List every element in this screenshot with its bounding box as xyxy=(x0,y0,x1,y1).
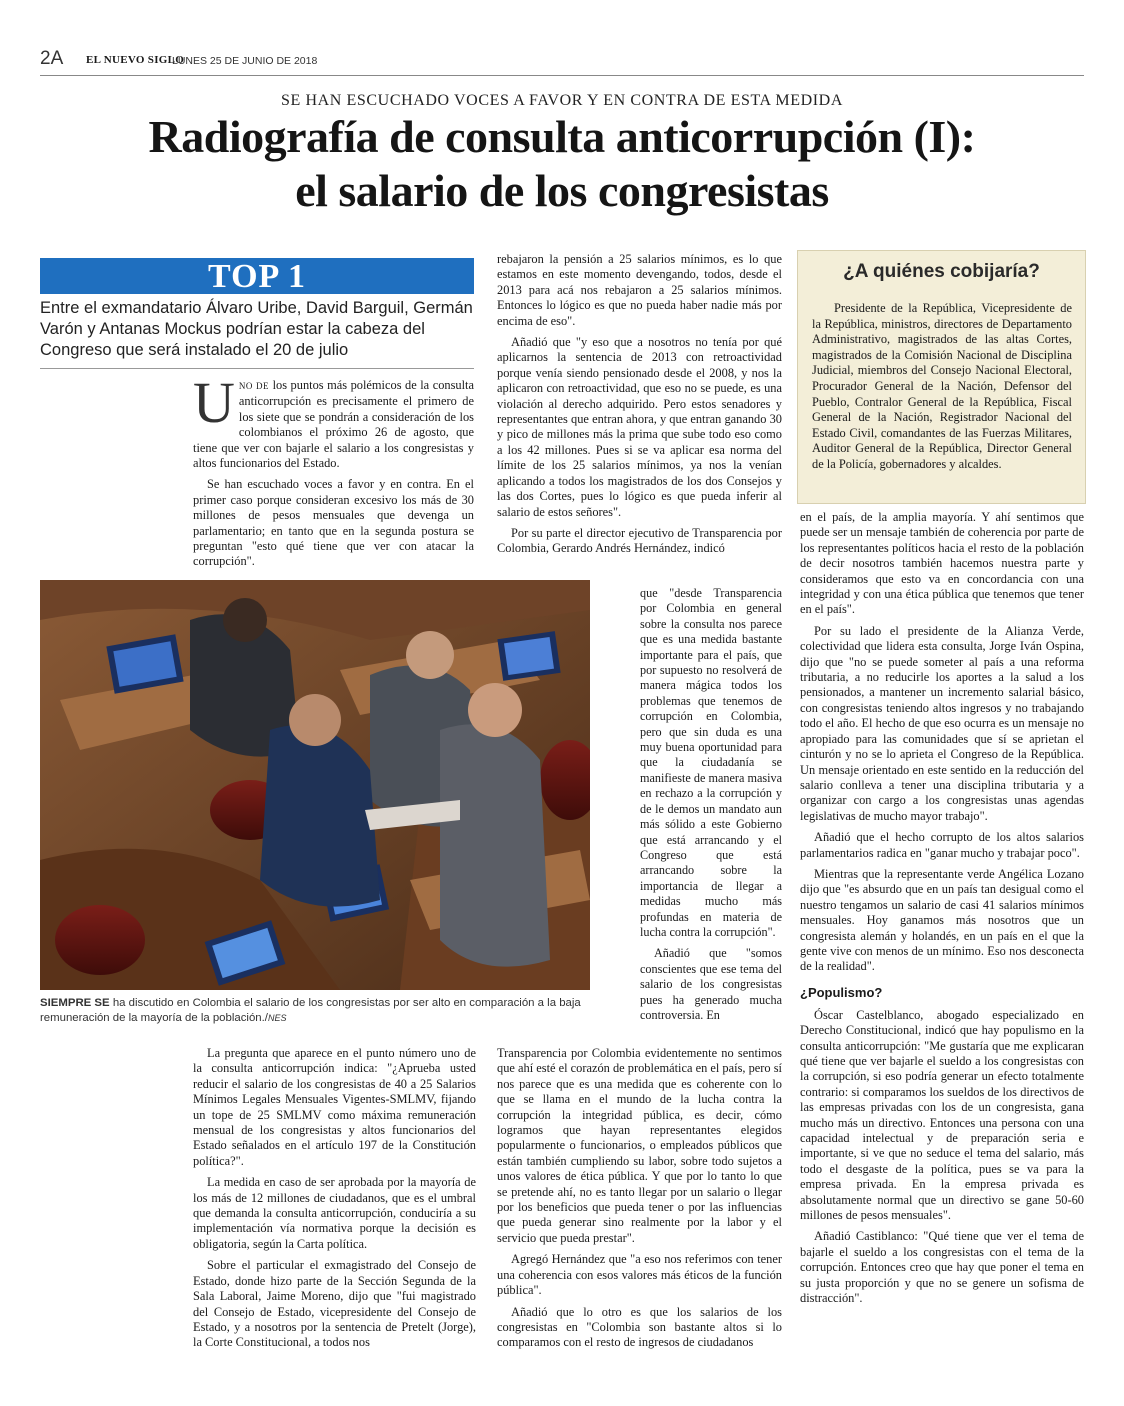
caption-text: ha discutido en Colombia el salario de los congresistas por ser alto en comparación a la baja remuneración de la mayoría de la población./ xyxy=(40,997,581,1024)
paragraph: Añadió que lo otro es que los salarios de los congresistas en "Colombia son bastante altos si lo comparamos con el resto de ingresos de ciudadanos xyxy=(497,1304,782,1350)
paragraph: Transparencia por Colombia evidentemente no sentimos que ahí esté el corazón de problemática en el país, pero sí nos parece que es una medida que es coherente con lo que se llama en el mundo de la lucha contra la corrupción la integridad pública, es decir, cómo logramos que hayan representantes elegidos popularmente o funcionarios, o empleados públicos que están también cumpliendo su labor, sobre todo sujetos a unos valores de ética pública. Y que por lo tanto lo que se pretende ahí, no es tanto llegar por un salario o llegar por los beneficios que pueda tener o por las influencias que pueda generar sino realmente por la labor y el servicio que pueda prestar". xyxy=(497,1046,782,1245)
top-box-rule xyxy=(40,368,474,369)
headline-line-1: Radiografía de consulta anticorrupción (I): xyxy=(148,111,976,162)
headline-line-2: el salario de los congresistas xyxy=(295,165,829,216)
paragraph: rebajaron la pensión a 25 salarios mínimos, es lo que estamos en este momento devengando, todos, desde el 2013 para acá nos rebajaron a 25 salarios mínimos. Entonces lo lógico es que no pueda haber nadie más por encima de eso". xyxy=(497,252,782,328)
top-box-banner xyxy=(40,258,474,294)
paragraph: Óscar Castelblanco, abogado especializado en Derecho Constitucional, indicó que hay populismo en la consulta anticorrupción: "Me gustaría que me explicaran qué tiene que ver bajarle el sueldo a los congresistas con la corrupción, si eso podría generar un efecto totalmente contrario: si comparamos los sueldos de los directivos de las empresas privadas con los de un congresista, gana mucho más un directivo. Entonces una persona con una capacidad intelectual y de preparación seria e importante, si ve que no seduce el tema del salario, más todo el desgaste de la política, pues se va para la empresa privada. En la empresa privada es absolutamente normal que un directivo se gane 50-60 millones de pesos mensuales". xyxy=(800,1007,1084,1223)
column-1-top xyxy=(193,378,474,573)
lead-text: los puntos más polémicos de la consulta anticorrupción es precisamente el primero de los siete que se pondrán a consideración de los colombianos el próximo 26 de agosto, que tiene que ver con bajarle el salario a los congresistas y altos funcionarios del Estado. xyxy=(193,378,474,471)
paragraph: que "desde Transparencia por Colombia en general sobre la consulta nos parece que es una medida bastante importante para el país, que por supuesto no resolverá de manera mágica todos los problemas que tenemos de corrupción en Colombia, pero que sin duda es una muy buena oportunidad para que la ciudadanía se manifieste de manera masiva en rechazo a la corrupción y de le demos un mandato aun más sólido a este Gobierno que está arrancando y el Congreso que está arrancando sobre la importancia de llegar a medidas mucho más profundas en materia de lucha contra la corrupción". xyxy=(640,586,782,939)
congress-chamber-photo xyxy=(40,580,590,990)
article-headline xyxy=(30,110,1094,218)
sidebar-text: Presidente de la República, Vicepresidente de la República, ministros, directores de Departamento Administrativo, magistrados de las altas Cortes, magistrados de la Comisión Nacional de Disciplina Judicial, miembros del Consejo Nacional Electoral, Procurador General de la Nación, Defensor del Pueblo, Contralor General de la República, Fiscal General de la Nación, Registrador Nacional del Estado Civil, comandantes de las Fuerzas Militares, Auditor General de la República, Director General de la Policía, gobernadores y alcaldes. xyxy=(812,301,1072,471)
publication-date: LUNES 25 DE JUNIO DE 2018 xyxy=(172,55,318,67)
newspaper-name: EL NUEVO SIGLO xyxy=(86,54,185,66)
page-number: 2A xyxy=(40,48,64,69)
column-2-top xyxy=(497,252,782,585)
sidebar-box xyxy=(797,250,1086,504)
paragraph: Por su parte el director ejecutivo de Transparencia por Colombia, Gerardo Andrés Hernández, indicó xyxy=(497,525,782,556)
sidebar-title: ¿A quiénes cobijaría? xyxy=(843,261,1040,282)
header-rule xyxy=(40,75,1084,76)
dropcap: U xyxy=(193,378,235,435)
paragraph: La medida en caso de ser aprobada por la mayoría de los más de 12 millones de ciudadanos, que es el umbral que demanda la consulta anticorrupción, conduciría a su implementación vía normativa porque la decisión es obligatoria, según la Carta política. xyxy=(193,1175,476,1251)
lead-paragraph xyxy=(193,378,474,471)
column-3 xyxy=(800,510,1084,1390)
column-2-narrow xyxy=(640,586,782,1048)
column-2-bottom xyxy=(497,1046,782,1391)
paragraph: Añadió que el hecho corrupto de los altos salarios parlamentarios radica en "ganar mucho y trabajar poco". xyxy=(800,830,1084,860)
article-kicker: SE HAN ESCUCHADO VOCES A FAVOR Y EN CONTRA DE ESTA MEDIDA xyxy=(280,92,843,109)
paragraph: Por su lado el presidente de la Alianza Verde, colectividad que lidera esta consulta, Jorge Iván Ospina, dijo que "no se puede someter al país a una reforma tributaria, a no reducirle los aportes a la salud a los pensionados, a mantener un incremento salarial básico, con congresistas teniendo altos ingresos y no trabajando todo el año. El hecho de que eso ocurra es un mensaje no apropiado para las comunidades que sí se aprietan el cinturón y no se lo aprieta el Congreso de la República. Un mensaje orientado en este sentido en la reducción del salario conlleva a tener una disciplina tributaria y a organizar con cargo a los congresistas unas agendas legislativas de mucho mayor trabajo". xyxy=(800,623,1084,823)
column-1-bottom xyxy=(193,1046,476,1391)
paragraph: Añadió que "somos conscientes que ese tema del salario de los congresistas pues ha generado mucha controversia. En xyxy=(640,946,782,1022)
photo-caption xyxy=(40,996,590,1025)
article-photo xyxy=(40,580,590,990)
lead-smallcaps: NO DE xyxy=(238,381,270,391)
top-box-text: Entre el exmandatario Álvaro Uribe, David Barguil, Germán Varón y Antanas Mockus podrían estar la cabeza del Congreso que será instalado el 20 de julio xyxy=(40,299,473,359)
paragraph: Añadió Castiblanco: "Qué tiene que ver el tema de bajarle el sueldo a los congresistas con el tema de la corrupción. Entonces creo que hay que poner el tema en su justa proporción y que no se genere un sofisma de distracción". xyxy=(800,1229,1084,1306)
paragraph: Agregó Hernández que "a eso nos referimos con tener una coherencia con esos valores más éticos de la función pública". xyxy=(497,1252,782,1298)
caption-lead: SIEMPRE SE xyxy=(40,997,110,1009)
paragraph: Añadió que "y eso que a nosotros no tenía por qué aplicarnos la sentencia de 2013 con retroactividad porque venía siendo pensionado desde el 2008, y nos la aplicaron con retroactividad, que eso no se puede, es una violación al derecho adquirido. Pero estos senadores y representantes que entran ahora, y que entran ganando 30 y pico de millones más la prima que sube todo eso como a los 42 millones. Pues si se va aplicar esa norma del límite de los 25 salarios mínimos, ya nos la venían aplicando a todos los magistrados de los dos Consejos y las dos Cortes, pues lo lógico es que pueda inferir al salario de estos señores". xyxy=(497,335,782,519)
paragraph: Sobre el particular el exmagistrado del Consejo de Estado, donde hizo parte de la Sección Segunda de la Sala Laboral, Jaime Moreno, dijo que "fui magistrado del Consejo de Estado, vicepresidente del Consejo de Estado, y a nosotros por la sentencia de Pretelt (Jorge), la Corte Constitucional, a todos nos xyxy=(193,1258,476,1350)
photo-credit: NES xyxy=(267,1012,287,1023)
top-box-label: TOP 1 xyxy=(208,258,306,295)
paragraph: Se han escuchado voces a favor y en contra. En el primer caso porque consideran excesivo los más de 30 millones de pesos mensuales que devenga un parlamentario; en tanto que en la segunda postura se preguntan "esto qué tiene que ver con atacar la corrupción". xyxy=(193,477,474,569)
section-subhead: ¿Populismo? xyxy=(800,984,883,1000)
paragraph: Mientras que la representante verde Angélica Lozano dijo que "es absurdo que en un país tan desigual como el nuestro tengamos un salario de casi 41 salarios mínimos mensuales. Hoy ganamos más nosotros que un congresista alemán y holandés, en un país en el que la gente vive con menos de un mínimo. Eso nos desconecta de la realidad". xyxy=(800,866,1084,974)
paragraph: en el país, de la amplia mayoría. Y ahí sentimos que puede ser un mensaje también de coherencia por parte de los representantes políticos hacia el resto de la población de decir nosotros también hacemos nuestra parte y consideramos que esto va en concordancia con una integridad y con una ética pública que tenemos que tener en el país". xyxy=(800,510,1084,617)
paragraph: La pregunta que aparece en el punto número uno de la consulta anticorrupción indica: "¿Aprueba usted reducir el salario de los congresistas de 40 a 25 Salarios Mínimos Legales Mensuales Vigentes-SMLMV, fijando un tope de 25 SMLMV como máxima remuneración mensual de los congresistas y altos funcionarios del Estado señalados en el artículo 197 de la Constitución política?". xyxy=(193,1046,476,1168)
